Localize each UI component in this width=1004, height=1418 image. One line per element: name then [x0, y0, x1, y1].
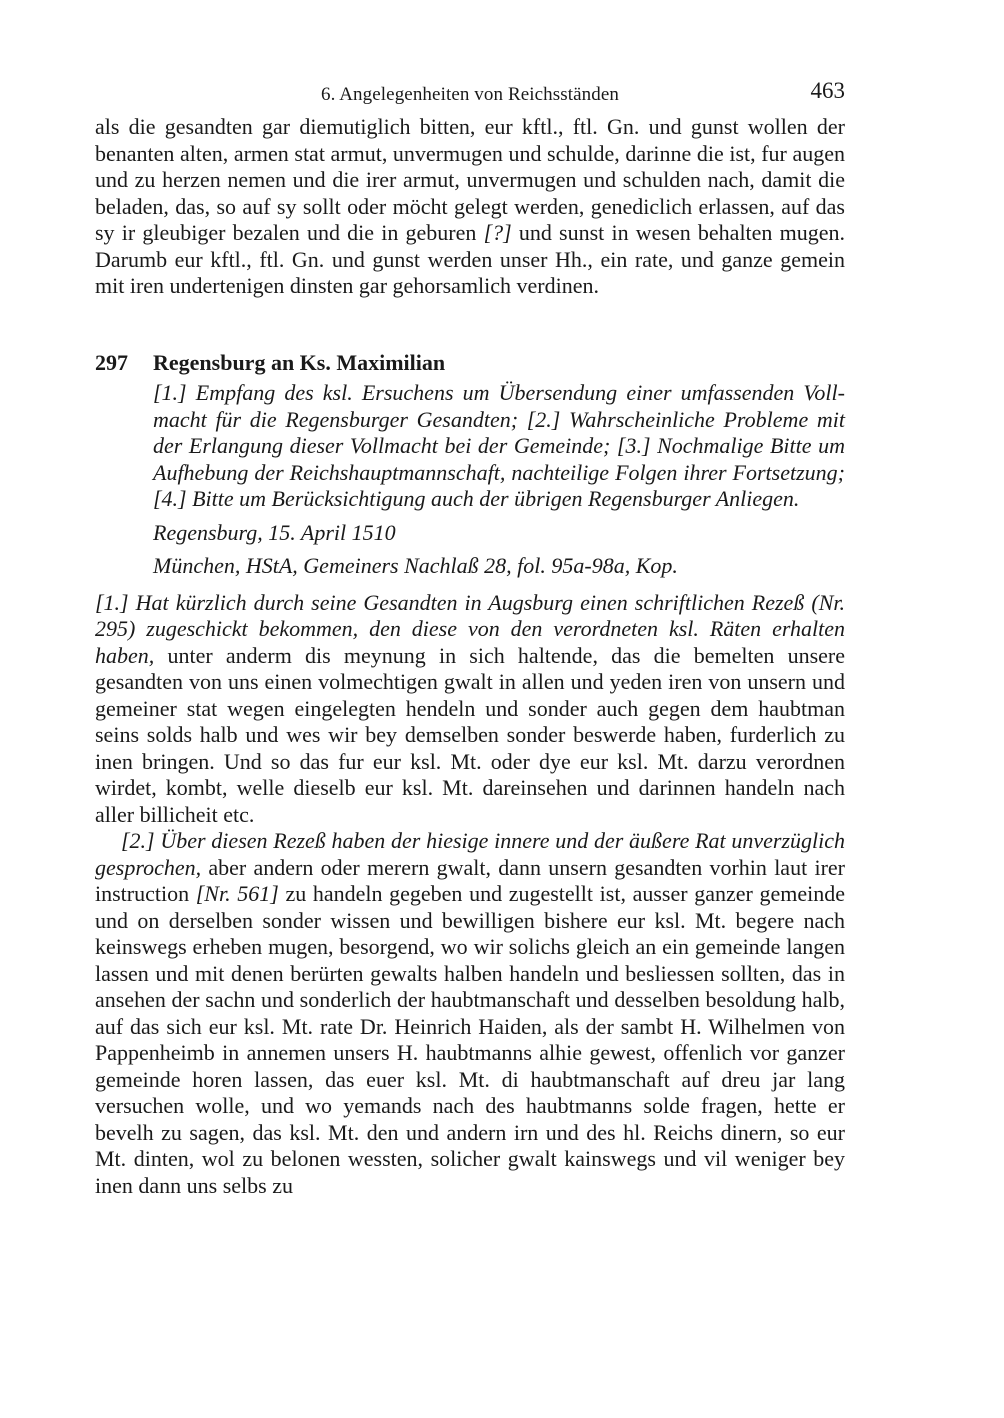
place-date: Regensburg, 15. April 1510	[153, 519, 396, 545]
paragraph-2-text-a: aber andern oder merern gwalt, dann unsern gesandten vorhin laut irer instruction	[95, 854, 845, 906]
intro-text: als die gesandten gar diemutiglich bitten, eur kftl., ftl. Gn. und gunst wollen der benanten alten, armen stat armut, unvermugen und schulde, darinne die ist, fur augen und zu herzen nemen und die irer armut, unvermugen und schulden nach, damit die beladen, das, so auf sy sollt oder möcht gelegt werden, genediclich erlassen, auf das sy ir gleubiger bezalen und die in geburen	[95, 114, 845, 245]
document-heading	[95, 350, 845, 377]
document-title: Regensburg an Ks. Maximilian	[153, 349, 446, 375]
document-page	[95, 78, 845, 1199]
page-number: 463	[810, 78, 845, 103]
intro-paragraph	[95, 114, 845, 300]
document-body	[95, 590, 845, 1200]
paragraph-1	[95, 590, 845, 829]
paragraph-2	[95, 828, 845, 1199]
paragraph-1-text: unter anderm dis meynung in sich haltende, das die bemelten unsere gesandten von uns einen volmechtigen gwalt in allen und yeden iren von unsern und gemeiner stat wegen eingelegten hendeln und sonder auch gegen dem haubtman seins solds halb und wes wir bey demselben sonder beswerde haben, furderlich zu inen bringen. Und so das fur eur ksl. Mt. oder dye eur ksl. Mt. darzu verordnen wirdet, kombt, welle dieselb eur ksl. Mt. dareinsehen und darinnen handeln nach aller billicheit etc.	[95, 642, 845, 827]
paragraph-1-summary: [1.] Hat kürzlich durch seine Gesandten in Augsburg einen schriftlichen Rezeß (Nr. 295) zugeschickt bekommen, den diese von den verordneten ksl. Räten erhalten haben,	[95, 589, 845, 668]
document-number: 297	[95, 349, 128, 375]
paragraph-2-text-b: zu handeln gegeben und zugestellt ist, ausser ganzer gemeinde und on derselben sonder wissen und bewilligen bishere eur ksl. Mt. begere nach keinswegs erheben mugen, besorgend, wo wir solichs gleich an ein gemeinde langen lassen und mit denen berürten gewalts halben handeln und besliessen sollten, das in ansehen der sachn und sonderlich der haubtmanschaft und desselben besoldung halb, auf das sich eur ksl. Mt. rate Dr. Heinrich Haiden, als der sambt H. Wilhelmen von Pappenheimb in annemen unsers H. haubtmanns alhie gewest, offenlich vor ganzer gemeinde horen lassen, das euer ksl. Mt. di haubtmanschaft auf dreu jar lang versuchen wolle, und wo yemands nach des haubtmanns solde fragen, hette er bevelh zu sagen, das ksl. Mt. den und andern irn und des hl. Reichs dinern, so eur Mt. dinten, wol zu belonen wessten, solicher gwalt kainswegs und vil weniger bey inen dann uns selbs zu	[95, 881, 845, 1198]
editorial-note: [?]	[483, 220, 512, 245]
regest: [1.] Empfang des ksl. Ersuchens um Übersendung einer umfassenden Vollmacht für die Regensburger Gesandten; [2.] Wahrscheinliche Probleme mit der Erlangung dieser Vollmacht bei der Gemeinde; [3.] Nochmalige Bitte um Aufhebung der Reichshauptmannschaft, nachteilige Folgen ihrer Fortsetzung; [4.] Bitte um Berücksichtigung auch der übrigen Regensburger Anliegen.	[153, 380, 845, 511]
intro-text-end: und sunst in wesen behalten mugen. Darumb eur kftl., ftl. Gn. und gunst werden unser Hh., ein rate, und ganze gemein mit iren undertenigen dinsten gar gehorsamlich verdinen.	[95, 220, 845, 298]
cross-reference: [Nr. 561]	[195, 881, 279, 906]
running-head	[95, 78, 845, 108]
running-title: 6. Angelegenheiten von Reichsständen	[320, 84, 620, 105]
archival-source: München, HStA, Gemeiners Nachlaß 28, fol. 95a-98a, Kop.	[153, 553, 678, 578]
document-metadata	[153, 380, 845, 580]
paragraph-2-summary: [2.] Über diesen Rezeß haben der hiesige innere und der äußere Rat unverzüglich gesprochen,	[95, 828, 845, 880]
